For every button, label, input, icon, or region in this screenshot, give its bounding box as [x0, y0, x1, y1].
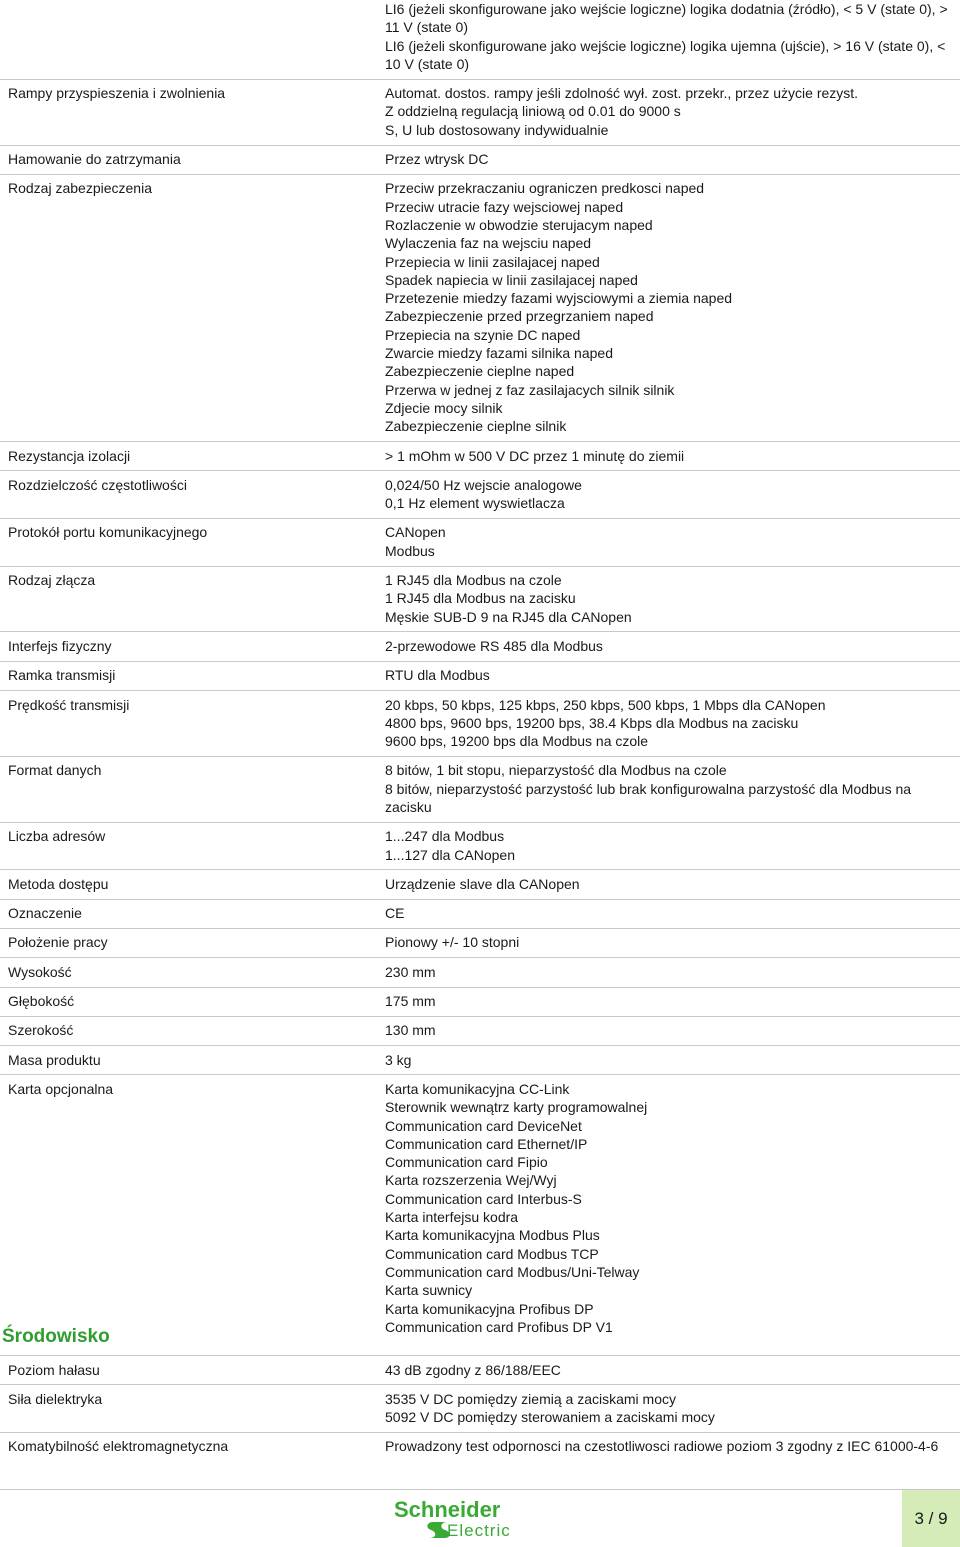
spec-value-line: Z oddzielną regulacją liniową od 0.01 do 9000 s	[385, 103, 681, 120]
spec-label: Liczba adresów	[8, 828, 106, 845]
spec-label	[0, 0, 375, 73]
spec-label: Metoda dostępu	[8, 875, 109, 892]
spec-value-line: Zabezpieczenie cieplne silnik	[385, 418, 567, 435]
spec-value-line: Męskie SUB-D 9 na RJ45 dla CANopen	[385, 608, 632, 625]
spec-value	[375, 696, 960, 751]
spec-value-line: 2-przewodowe RS 485 dla Modbus	[385, 637, 603, 654]
spec-value-line: 1 RJ45 dla Modbus na zacisku	[385, 590, 576, 607]
spec-label: Rampy przyspieszenia i zwolnienia	[8, 85, 226, 102]
spec-value-line: 230 mm	[385, 963, 436, 980]
spec-value-line: Spadek napiecia w linii zasilajacej naped	[385, 271, 638, 288]
spec-value-line: 130 mm	[385, 1022, 436, 1039]
spec-label: Interfejs fizyczny	[8, 637, 112, 654]
spec-label: Ramka transmisji	[8, 667, 116, 684]
spec-value-line: Communication card Interbus-S	[385, 1190, 582, 1207]
spec-value-line: Modbus	[385, 542, 435, 559]
spec-value-line: Karta suwnicy	[385, 1282, 473, 1299]
spec-value-line: 1 RJ45 dla Modbus na czole	[385, 572, 562, 589]
spec-row	[0, 470, 960, 518]
spec-label: Oznaczenie	[8, 905, 82, 922]
spec-value	[375, 447, 960, 465]
spec-value-line: 8 bitów, 1 bit stopu, nieparzystość dla Modbus na czole	[385, 762, 727, 779]
spec-value-line: Communication card Modbus TCP	[385, 1245, 599, 1262]
spec-value-line: CE	[385, 905, 405, 922]
spec-value	[375, 1021, 960, 1039]
spec-value-line: 9600 bps, 19200 bps dla Modbus na czole	[385, 733, 649, 750]
spec-value-line: 5092 V DC pomiędzy sterowaniem a zaciskami mocy	[385, 1409, 715, 1426]
spec-row	[0, 145, 960, 174]
spec-value-line: Przeciw utracie fazy wejsciowej naped	[385, 198, 624, 215]
spec-row	[0, 1045, 960, 1074]
spec-label: Karta opcjonalna	[8, 1080, 114, 1097]
spec-label: Rozdzielczość częstotliwości	[8, 476, 187, 493]
spec-value	[375, 571, 960, 626]
spec-label: Siła dielektryka	[8, 1390, 103, 1407]
schneider-electric-logo	[393, 1498, 543, 1540]
spec-value	[375, 179, 960, 435]
spec-label: Komatybilność elektromagnetyczna	[8, 1438, 229, 1455]
spec-value-line: Zwarcie miedzy fazami silnika naped	[385, 345, 613, 362]
spec-label: Położenie pracy	[8, 934, 108, 951]
spec-value-line: Przepiecia w linii zasilajacej naped	[385, 253, 600, 270]
spec-value-line: Wylaczenia faz na wejsciu naped	[385, 235, 592, 252]
spec-value-line: Przeciw przekraczaniu ograniczen predkosci naped	[385, 180, 705, 197]
spec-value	[375, 1080, 960, 1336]
spec-value	[375, 1051, 960, 1069]
spec-row	[0, 79, 960, 145]
spec-value-line: Sterownik wewnątrz karty programowalnej	[385, 1099, 648, 1116]
spec-value-line: 20 kbps, 50 kbps, 125 kbps, 250 kbps, 500 kbps, 1 Mbps dla CANopen	[385, 696, 826, 713]
spec-value	[375, 150, 960, 168]
spec-value-line: Karta komunikacyjna Modbus Plus	[385, 1227, 600, 1244]
spec-row	[0, 987, 960, 1016]
spec-value-line: 43 dB zgodny z 86/188/EEC	[385, 1361, 561, 1378]
spec-value-line: Communication card Profibus DP V1	[385, 1318, 613, 1335]
spec-row	[0, 1384, 960, 1432]
spec-label: Głębokość	[8, 993, 75, 1010]
logo-text-schneider: Schneider	[394, 1498, 501, 1522]
spec-value	[375, 875, 960, 893]
spec-value-line: Communication card Fipio	[385, 1154, 548, 1171]
spec-value	[375, 761, 960, 816]
spec-value	[375, 1361, 960, 1379]
spec-row	[0, 899, 960, 928]
spec-row	[0, 822, 960, 870]
spec-value-line: Zdjecie mocy silnik	[385, 399, 503, 416]
environment-table	[0, 1355, 960, 1461]
spec-value-line: RTU dla Modbus	[385, 667, 490, 684]
spec-value-line: 4800 bps, 9600 bps, 19200 bps, 38.4 Kbps dla Modbus na zacisku	[385, 714, 799, 731]
spec-row	[0, 441, 960, 470]
spec-label: Poziom hałasu	[8, 1361, 100, 1378]
spec-value-line: Karta komunikacyjna CC-Link	[385, 1080, 570, 1097]
spec-value	[375, 0, 960, 73]
spec-label: Prędkość transmisji	[8, 696, 130, 713]
spec-value	[375, 84, 960, 139]
spec-value-line: 3 kg	[385, 1051, 412, 1068]
spec-value-line: S, U lub dostosowany indywidualnie	[385, 121, 609, 138]
spec-value	[375, 992, 960, 1010]
spec-value-line: Karta rozszerzenia Wej/Wyj	[385, 1172, 557, 1189]
spec-label: Rodzaj złącza	[8, 572, 96, 589]
spec-value-line: 0,1 Hz element wyswietlacza	[385, 495, 565, 512]
spec-value-line: Communication card DeviceNet	[385, 1117, 582, 1134]
spec-value-line: LI6 (jeżeli skonfigurowane jako wejście logiczne) logika ujemna (ujście), > 16 V (state 0), < 10 V (state 0)	[385, 37, 950, 72]
spec-value-line: Karta komunikacyjna Profibus DP	[385, 1300, 594, 1317]
spec-row	[0, 1074, 960, 1341]
spec-value	[375, 1390, 960, 1427]
section-title-environment: Środowisko	[2, 1326, 110, 1347]
spec-value	[375, 523, 960, 560]
spec-value-line: Rozlaczenie w obwodzie sterujacym naped	[385, 216, 653, 233]
spec-value-line: Urządzenie slave dla CANopen	[385, 875, 580, 892]
spec-value-line: 1...247 dla Modbus	[385, 828, 505, 845]
logo-text-electric: Electric	[447, 1521, 511, 1540]
page-footer	[0, 1489, 960, 1547]
spec-row	[0, 690, 960, 756]
spec-value	[375, 827, 960, 864]
spec-row	[0, 928, 960, 957]
spec-value-line: 1...127 dla CANopen	[385, 846, 515, 863]
spec-value-line: LI6 (jeżeli skonfigurowane jako wejście logiczne) logika dodatnia (źródło), < 5 V (state 0), > 11 V (state 0)	[385, 1, 952, 36]
spec-label: Hamowanie do zatrzymania	[8, 151, 181, 168]
spec-row	[0, 869, 960, 898]
spec-value-line: 3535 V DC pomiędzy ziemią a zaciskami mocy	[385, 1390, 676, 1407]
spec-value-line: Communication card Modbus/Uni-Telway	[385, 1263, 640, 1280]
spec-row	[0, 631, 960, 660]
spec-value-line: Przepiecia na szynie DC naped	[385, 326, 581, 343]
spec-row	[0, 174, 960, 441]
spec-row	[0, 0, 960, 79]
spec-label: Szerokość	[8, 1022, 74, 1039]
spec-row	[0, 1432, 960, 1461]
page-number: 3 / 9	[902, 1490, 960, 1547]
spec-value-line: > 1 mOhm w 500 V DC przez 1 minutę do ziemii	[385, 447, 685, 464]
spec-value-line: Przetezenie miedzy fazami wyjsciowymi a ziemia naped	[385, 290, 733, 307]
spec-label: Masa produktu	[8, 1051, 101, 1068]
spec-value	[375, 666, 960, 684]
spec-value	[375, 476, 960, 513]
spec-value-line: 0,024/50 Hz wejscie analogowe	[385, 476, 582, 493]
spec-label: Wysokość	[8, 963, 72, 980]
spec-row	[0, 566, 960, 632]
spec-value-line: 175 mm	[385, 993, 436, 1010]
spec-value-line: Prowadzony test odpornosci na czestotliwosci radiowe poziom 3 zgodny z IEC 61000-4-6	[385, 1438, 939, 1455]
spec-row	[0, 518, 960, 566]
spec-value-line: Communication card Ethernet/IP	[385, 1135, 588, 1152]
spec-value	[375, 933, 960, 951]
spec-row	[0, 957, 960, 986]
spec-value-line: Zabezpieczenie przed przegrzaniem naped	[385, 308, 654, 325]
spec-value	[375, 637, 960, 655]
spec-row	[0, 756, 960, 822]
spec-label: Rezystancja izolacji	[8, 447, 131, 464]
spec-label: Rodzaj zabezpieczenia	[8, 180, 152, 197]
spec-value-line: Pionowy +/- 10 stopni	[385, 934, 520, 951]
spec-value	[375, 904, 960, 922]
spec-value	[375, 963, 960, 981]
spec-value-line: Przez wtrysk DC	[385, 151, 489, 168]
spec-label: Format danych	[8, 762, 102, 779]
spec-value-line: 8 bitów, nieparzystość parzystość lub brak konfigurowalna parzystość dla Modbus na zacisku	[385, 780, 915, 815]
spec-row	[0, 1016, 960, 1045]
spec-value-line: CANopen	[385, 524, 446, 541]
spec-row	[0, 661, 960, 690]
spec-value-line: Przerwa w jednej z faz zasilajacych silnik silnik	[385, 381, 675, 398]
spec-value-line: Karta interfejsu kodra	[385, 1209, 519, 1226]
spec-label: Protokół portu komunikacyjnego	[8, 524, 208, 541]
spec-value-line: Zabezpieczenie cieplne naped	[385, 363, 575, 380]
spec-value	[375, 1437, 960, 1455]
spec-row	[0, 1356, 960, 1384]
spec-value-line: Automat. dostos. rampy jeśli zdolność wył. zost. przekr., przez użycie rezyst.	[385, 85, 859, 102]
